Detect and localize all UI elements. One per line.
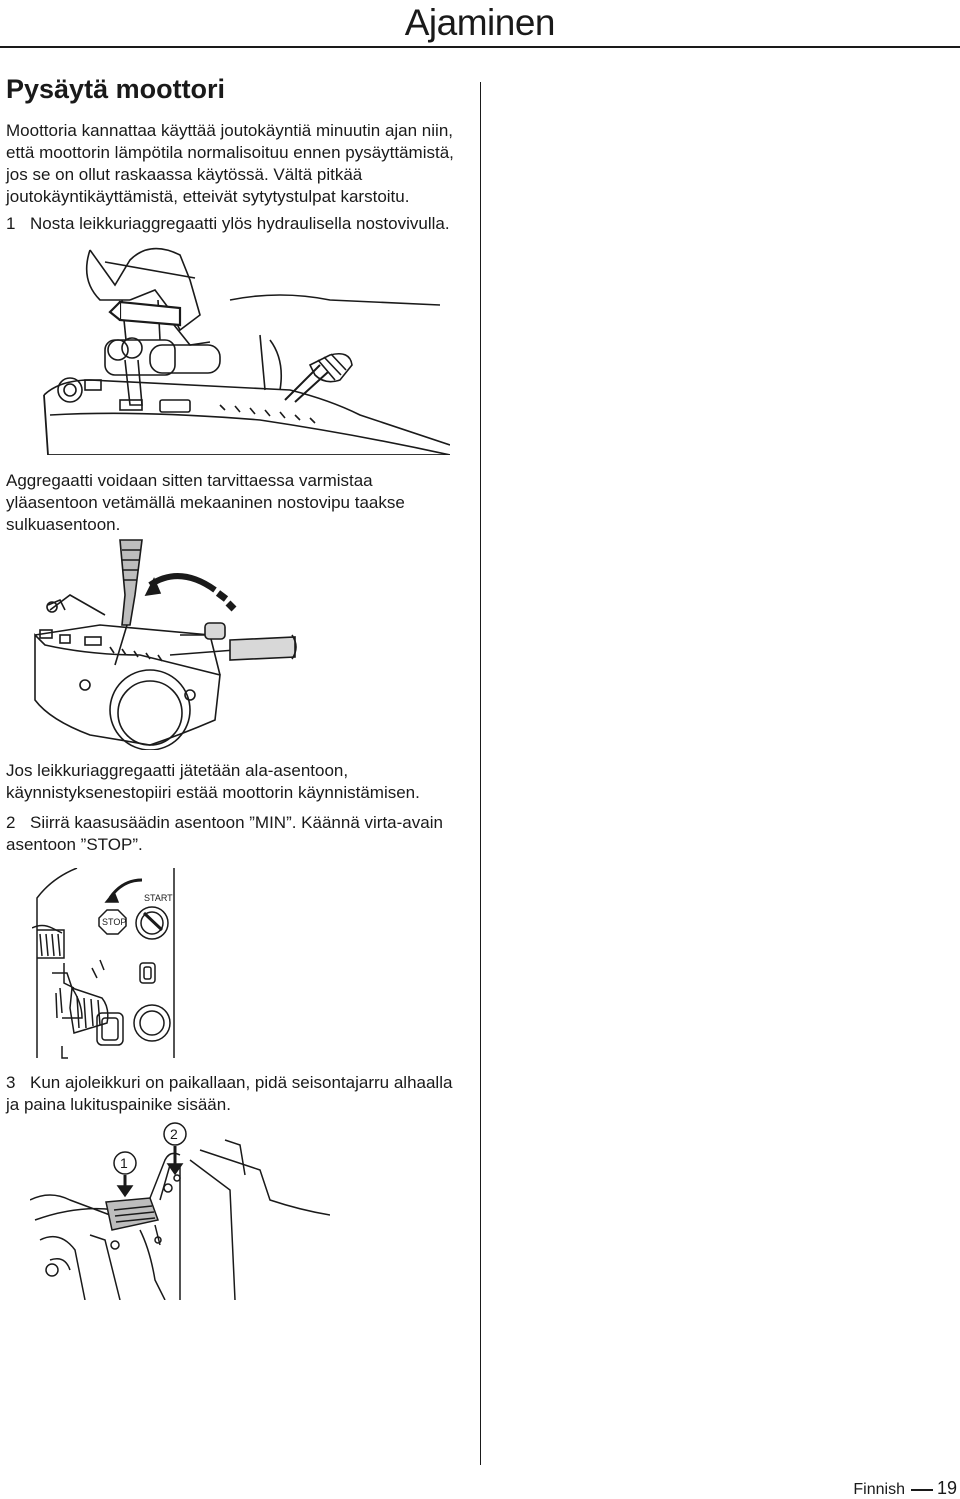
step-3 — [6, 1072, 452, 1116]
callout-1-label: 1 — [120, 1155, 128, 1171]
figure-hydraulic-lever — [30, 240, 450, 455]
secure-paragraph — [6, 470, 405, 536]
intro-line: joutokäyntikäyttämistä, etteivät sytytystulpat karstoitu. — [6, 187, 410, 206]
header-rule — [0, 46, 960, 48]
intro-line: että moottorin lämpötila normalisoituu ennen pysäyttämistä, — [6, 143, 454, 162]
page-footer — [853, 1478, 957, 1499]
secure-line: Aggregaatti voidaan sitten tarvittaessa varmistaa — [6, 471, 373, 490]
secure-line: sulkuasentoon. — [6, 515, 121, 534]
interlock-line: Jos leikkuriaggregaatti jätetään ala-asentoon, — [6, 761, 349, 780]
stop-label: STOP — [102, 917, 127, 927]
intro-paragraph — [6, 120, 454, 208]
column-divider — [480, 82, 481, 1465]
figure-ignition — [32, 868, 182, 1063]
step-text: Kun ajoleikkuri on paikallaan, pidä seisontajarru alhaalla — [30, 1073, 453, 1092]
step-text: Siirrä kaasusäädin asentoon ”MIN”. Käännä virta-avain — [30, 813, 443, 832]
step-2 — [6, 812, 443, 856]
step-text: Nosta leikkuriaggregaatti ylös hydraulisella nostovivulla. — [30, 214, 450, 233]
footer-separator — [911, 1489, 933, 1491]
footer-language: Finnish — [853, 1481, 905, 1498]
step-text: ja paina lukituspainike sisään. — [6, 1095, 231, 1114]
step-number: 3 — [6, 1073, 16, 1092]
callout-2-label: 2 — [170, 1126, 178, 1142]
figure-parking-brake — [30, 1120, 330, 1300]
step-text: asentoon ”STOP”. — [6, 835, 143, 854]
step-number: 1 — [6, 214, 16, 233]
page-number: 19 — [936, 1478, 957, 1498]
interlock-line: käynnistyksenestopiiri estää moottorin käynnistämisen. — [6, 783, 420, 802]
step-1 — [6, 213, 450, 235]
start-label: START — [144, 893, 173, 903]
interlock-paragraph — [6, 760, 420, 804]
secure-line: yläasentoon vetämällä mekaaninen nostovipu taakse — [6, 493, 405, 512]
intro-line: jos se on ollut raskaassa käytössä. Vältä pitkää — [6, 165, 363, 184]
figure-mechanical-lever — [30, 535, 420, 750]
page-heading: Pysäytä moottori — [6, 74, 226, 104]
section-title: Ajaminen — [404, 2, 555, 43]
step-number: 2 — [6, 813, 16, 832]
intro-line: Moottoria kannattaa käyttää joutokäyntiä minuutin ajan niin, — [6, 121, 453, 140]
